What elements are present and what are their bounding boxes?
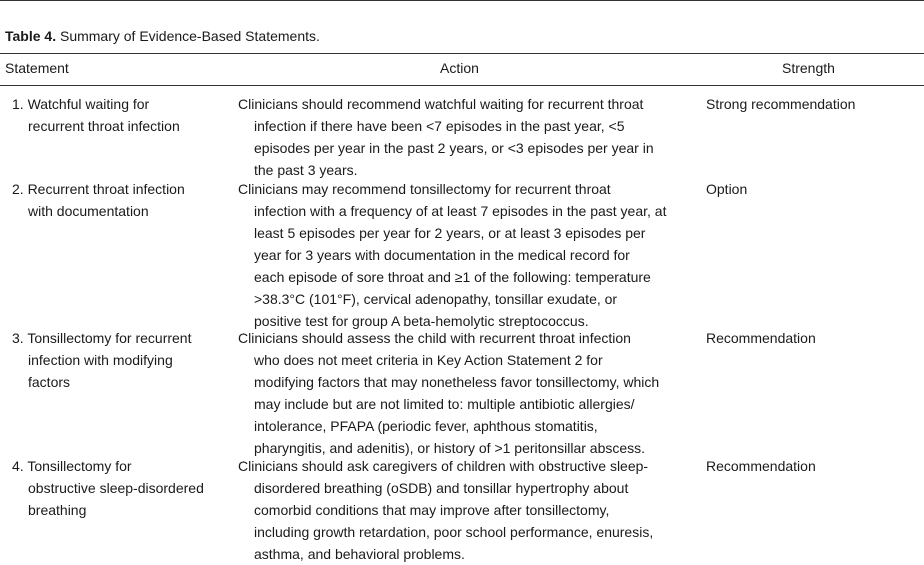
statement-line: 3. Tonsillectomy for recurrent — [12, 330, 192, 346]
top-rule — [0, 0, 924, 1]
table-caption-text: Summary of Evidence-Based Statements. — [56, 28, 320, 44]
action-line: Clinicians should assess the child with recurrent throat infection — [238, 330, 631, 346]
action-line: year for 3 years with documentation in the medical record for — [254, 247, 630, 263]
action-line: Clinicians should ask caregivers of children with obstructive sleep- — [238, 458, 649, 474]
action-line: intolerance, PFAPA (periodic fever, aphthous stomatitis, — [254, 418, 598, 434]
action-line: positive test for group A beta-hemolytic streptococcus. — [254, 313, 589, 329]
column-header-statement: Statement — [5, 60, 69, 76]
header-bottom-rule — [0, 85, 924, 86]
strength-cell: Strong recommendation — [706, 96, 856, 112]
column-header-action: Action — [440, 60, 479, 76]
action-cell — [238, 327, 693, 459]
statement-line: factors — [28, 374, 71, 390]
statement-line: 2. Recurrent throat infection — [12, 181, 185, 197]
action-line: infection if there have been <7 episodes in the past year, <5 — [254, 118, 625, 134]
statement-cell — [12, 93, 227, 137]
action-line: who does not meet criteria in Key Action Statement 2 for — [254, 352, 603, 368]
action-line: infection with a frequency of at least 7 episodes in the past year, at — [254, 203, 667, 219]
statement-line: 4. Tonsillectomy for — [12, 458, 132, 474]
action-cell — [238, 178, 693, 332]
action-line: including growth retardation, poor school performance, enuresis, — [254, 524, 654, 540]
strength-cell: Recommendation — [706, 458, 816, 474]
statement-cell — [12, 178, 227, 222]
action-line: pharyngitis, and adenitis), or history of >1 peritonsillar abscess. — [254, 440, 646, 456]
statement-line: recurrent throat infection — [28, 118, 180, 134]
table-caption-label: Table 4. — [5, 28, 57, 44]
table-caption — [5, 27, 320, 45]
statement-line: breathing — [28, 502, 87, 518]
action-line: may include but are not limited to: multiple antibiotic allergies/ — [254, 396, 635, 412]
strength-cell: Recommendation — [706, 330, 816, 346]
statement-line: 1. Watchful waiting for — [12, 96, 150, 112]
statement-cell — [12, 455, 227, 521]
statement-line: with documentation — [28, 203, 149, 219]
header-top-rule — [0, 53, 924, 54]
action-line: asthma, and behavioral problems. — [254, 546, 465, 562]
statement-line: infection with modifying — [28, 352, 173, 368]
action-line: Clinicians may recommend tonsillectomy for recurrent throat — [238, 181, 611, 197]
action-line: disordered breathing (oSDB) and tonsillar hypertrophy about — [254, 480, 629, 496]
action-line: each episode of sore throat and ≥1 of the following: temperature — [254, 269, 651, 285]
statement-cell — [12, 327, 227, 393]
action-line: least 5 episodes per year for 2 years, or at least 3 episodes per — [254, 225, 646, 241]
action-line: comorbid conditions that may improve after tonsillectomy, — [254, 502, 610, 518]
action-line: modifying factors that may nonetheless favor tonsillectomy, which — [254, 374, 660, 390]
action-cell — [238, 93, 693, 181]
statement-line: obstructive sleep-disordered — [28, 480, 204, 496]
action-line: >38.3°C (101°F), cervical adenopathy, tonsillar exudate, or — [254, 291, 618, 307]
action-line: Clinicians should recommend watchful waiting for recurrent throat — [238, 96, 644, 112]
action-line: episodes per year in the past 2 years, or <3 episodes per year in — [254, 140, 654, 156]
strength-cell: Option — [706, 181, 748, 197]
action-line: the past 3 years. — [254, 162, 358, 178]
action-cell — [238, 455, 693, 565]
column-header-strength: Strength — [782, 60, 835, 76]
